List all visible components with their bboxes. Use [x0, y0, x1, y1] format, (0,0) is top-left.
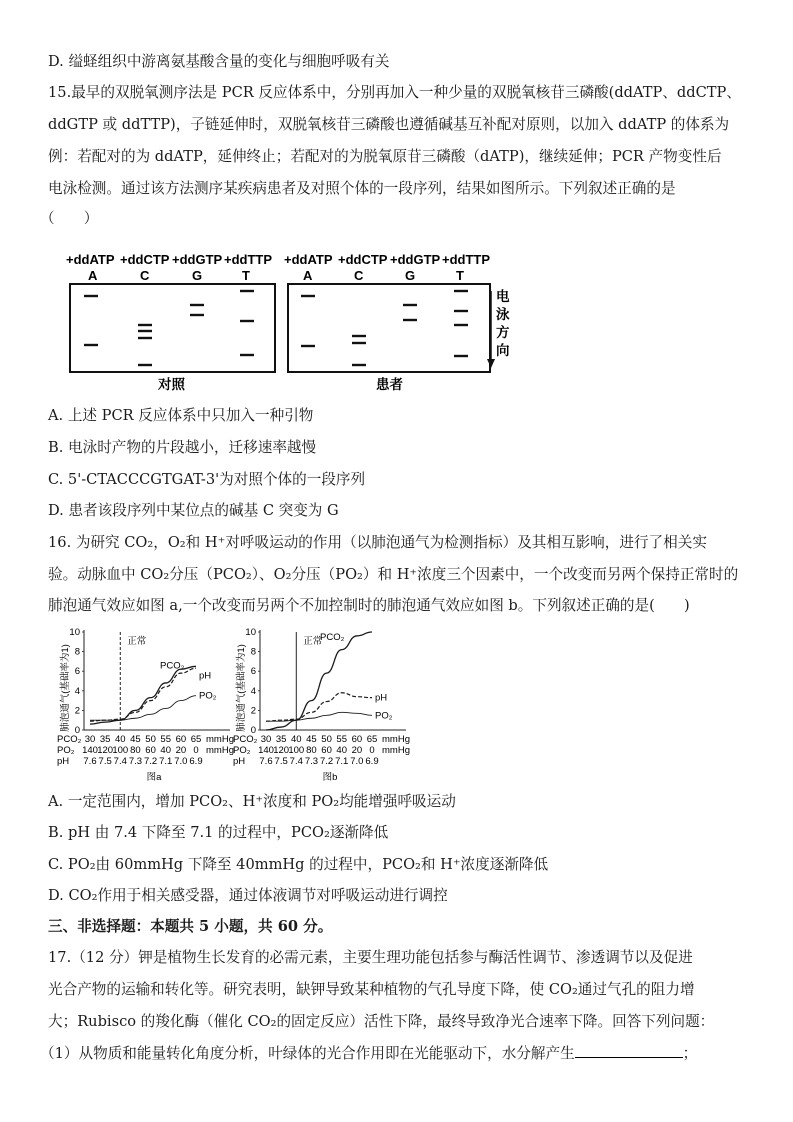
direction-arrow-icon — [487, 291, 495, 368]
x-tick-label: 7.4 — [113, 756, 127, 767]
series-line-pH — [90, 668, 196, 721]
series-line-PO₂ — [90, 696, 196, 721]
gel-caption-patient: 患者 — [376, 377, 403, 393]
x-tick-label: 80 — [306, 745, 317, 756]
q16-stem-line-1: 16. 为研究 CO₂，O₂和 H⁺对呼吸运动的作用（以肺泡通气为检测指标）及其相互影响，进行了相关实 — [48, 534, 707, 551]
y-tick-label: 8 — [250, 646, 256, 658]
q15-option-d: D. 患者该段序列中某位点的碱基 C 突变为 G — [48, 502, 339, 519]
x-tick-label: 40 — [336, 745, 348, 756]
x-tick-label: 55 — [160, 734, 172, 745]
q16-option-d: D. CO₂作用于相关感受器，通过体液调节对呼吸运动进行调控 — [48, 887, 448, 904]
chart-b-caption: 图b — [322, 772, 338, 783]
q17-sub1-end: ； — [682, 1045, 698, 1062]
q16-option-c: C. PO₂由 60mmHg 下降至 40mmHg 的过程中，PCO₂和 H⁺浓度逐渐降低 — [48, 856, 549, 873]
x-tick-label: 45 — [306, 734, 317, 745]
x-tick-label: 7.3 — [304, 756, 319, 767]
x-tick-label: 20 — [351, 745, 363, 756]
q17-stem-line-2: 光合产物的运输和转化等。研究表明，缺钾导致某种植物的气孔导度下降，使 CO₂通过气孔的阻力增 — [48, 981, 695, 998]
x-tick-label: 65 — [190, 734, 202, 745]
x-tick-label: 60 — [321, 745, 332, 756]
x-tick-label: 100 — [288, 745, 305, 756]
q17-sub1-text: （1）从物质和能量转化角度分析，叶绿体的光合作用即在光能驱动下，水分解产生 — [40, 1045, 575, 1062]
gel-right-header-ddgtp: +ddGTP — [390, 252, 441, 267]
gel-caption-control: 对照 — [158, 377, 185, 393]
x-axis-unit: mmHg — [206, 734, 234, 745]
electrophoresis-direction-char-2: 泳 — [496, 307, 510, 323]
q14-option-d: D. 缢蛏组织中游离氨基酸含量的变化与细胞呼吸有关 — [48, 53, 390, 70]
series-label: PO₂ — [375, 710, 393, 722]
x-axis-unit: mmHg — [382, 745, 410, 756]
electrophoresis-direction-char-3: 方 — [496, 325, 510, 341]
x-tick-label: 7.6 — [259, 756, 273, 767]
electrophoresis-direction-char-1: 电 — [496, 289, 510, 305]
gel-left-lane-c: C — [140, 268, 150, 283]
gel-patient-frame — [288, 284, 490, 372]
q15-answer-paren: （ ） — [40, 210, 99, 227]
x-axis-row-name: PCO₂ — [57, 734, 82, 745]
x-tick-label: 55 — [336, 734, 348, 745]
x-tick-label: 40 — [290, 734, 302, 745]
normal-label: 正常 — [303, 636, 323, 647]
series-line-PCO₂ — [90, 666, 196, 724]
q17-stem-line-3: 大；Rubisco 的羧化酶（催化 CO₂的固定反应）活性下降，最终导致净光合速率下降。回答下列问题： — [48, 1013, 715, 1030]
x-tick-label: 120 — [97, 745, 114, 756]
x-tick-label: 0 — [193, 745, 199, 756]
ventilation-chart-b — [232, 626, 410, 784]
gel-left-header-ddctp: +ddCTP — [120, 252, 170, 267]
chart-a-caption: 图a — [146, 772, 162, 783]
electrophoresis-direction-char-4: 向 — [496, 343, 510, 359]
gel-left-header-ddatp: +ddATP — [66, 252, 115, 267]
q16-option-b: B. pH 由 7.4 下降至 7.1 的过程中，PCO₂逐渐降低 — [48, 824, 389, 841]
series-label: PCO₂ — [160, 660, 185, 672]
x-tick-label: 20 — [175, 745, 187, 756]
x-tick-label: 45 — [130, 734, 141, 745]
x-axis-row-name: PCO₂ — [233, 734, 258, 745]
x-tick-label: 65 — [366, 734, 378, 745]
gel-left-lane-t: T — [242, 268, 250, 283]
y-tick-label: 10 — [245, 627, 256, 638]
chart-a-ylabel: 肺泡通气(基础率为1) — [60, 644, 71, 732]
gel-right-lane-c: C — [354, 268, 364, 283]
y-tick-label: 2 — [250, 705, 256, 717]
gel-left-lane-a: A — [88, 268, 98, 283]
q15-option-a: A. 上述 PCR 反应体系中只加入一种引物 — [48, 407, 314, 424]
normal-label: 正常 — [127, 636, 147, 647]
q15-stem-line-3: 例：若配对的为 ddATP，延伸终止；若配对的为脱氧原苷三磷酸（dATP)，继续延伸；PCR 产物变性后 — [48, 148, 722, 165]
q16-stem-line-2: 验。动脉血中 CO₂分压（PCO₂）、O₂分压（PO₂）和 H⁺浓度三个因素中，一个改变而另两个保持正常时的 — [48, 566, 739, 583]
gel-control-frame — [70, 284, 275, 372]
gel-right-header-ddctp: +ddCTP — [338, 252, 388, 267]
x-tick-label: 7.1 — [335, 756, 349, 767]
q15-option-c: C. 5'-CTACCCGTGAT-3'为对照个体的一段序列 — [48, 471, 366, 488]
x-tick-label: 140 — [258, 745, 274, 756]
x-tick-label: 7.0 — [350, 756, 364, 767]
x-tick-label: 7.4 — [289, 756, 303, 767]
x-tick-label: 0 — [369, 745, 375, 756]
x-tick-label: 40 — [114, 734, 126, 745]
x-tick-label: 7.0 — [174, 756, 188, 767]
series-label: pH — [199, 670, 212, 682]
series-label: PO₂ — [199, 690, 217, 702]
x-tick-label: 80 — [130, 745, 141, 756]
gel-control-bands — [84, 291, 254, 365]
x-tick-label: 7.5 — [274, 756, 288, 767]
series-label: pH — [375, 692, 388, 704]
x-tick-label: 50 — [321, 734, 332, 745]
x-tick-label: 35 — [99, 734, 111, 745]
x-tick-label: 6.9 — [189, 756, 203, 767]
q15-stem-line-1: 15.最早的双脱氧测序法是 PCR 反应体系中，分别再加入一种少量的双脱氧核苷三磷酸(ddATP、ddCTP、 — [48, 84, 741, 101]
y-tick-label: 0 — [74, 725, 80, 736]
y-tick-label: 10 — [69, 627, 80, 638]
q16-stem-line-3: 肺泡通气效应如图 a,一个改变而另两个不加控制时的肺泡通气效应如图 b。下列叙述正确的是( ) — [48, 597, 690, 614]
x-tick-label: 60 — [351, 734, 363, 745]
x-axis-row-name: pH — [57, 756, 70, 767]
x-tick-label: 60 — [145, 745, 156, 756]
x-tick-label: 7.5 — [98, 756, 112, 767]
gel-right-header-ddatp: +ddATP — [284, 252, 333, 267]
x-tick-label: 7.1 — [159, 756, 173, 767]
x-axis-unit: mmHg — [206, 745, 234, 756]
q15-stem-line-2: ddGTP 或 ddTTP)，子链延伸时，双脱氧核苷三磷酸也遵循碱基互补配对原则，以加入 ddATP 的体系为 — [48, 116, 730, 133]
x-axis-row-name: pH — [233, 756, 246, 767]
x-tick-label: 120 — [273, 745, 290, 756]
y-tick-label: 8 — [74, 646, 80, 658]
x-tick-label: 40 — [160, 745, 172, 756]
x-tick-label: 50 — [145, 734, 156, 745]
q16-option-a: A. 一定范围内，增加 PCO₂、H⁺浓度和 PO₂均能增强呼吸运动 — [48, 793, 456, 810]
x-tick-label: 30 — [260, 734, 272, 745]
x-tick-label: 7.2 — [143, 756, 158, 767]
x-tick-label: 6.9 — [365, 756, 379, 767]
x-tick-label: 60 — [175, 734, 187, 745]
gel-right-lane-t: T — [456, 268, 464, 283]
gel-left-header-ddttp: +ddTTP — [224, 252, 273, 267]
gel-left-header-ddgtp: +ddGTP — [172, 252, 223, 267]
q15-stem-line-4: 电泳检测。通过该方法测序某疾病患者及对照个体的一段序列，结果如图所示。下列叙述正确的是 — [48, 180, 676, 197]
x-tick-label: 7.3 — [128, 756, 143, 767]
gel-right-lane-a: A — [303, 268, 313, 283]
answer-blank[interactable] — [575, 1043, 683, 1058]
y-tick-label: 4 — [74, 685, 80, 697]
gel-electrophoresis-figure — [58, 245, 528, 395]
x-tick-label: 35 — [275, 734, 287, 745]
gel-patient-bands — [301, 291, 468, 365]
x-tick-label: 140 — [82, 745, 98, 756]
y-tick-label: 0 — [250, 725, 256, 736]
series-label: PCO₂ — [320, 632, 345, 643]
gel-right-header-ddttp: +ddTTP — [442, 252, 491, 267]
y-tick-label: 4 — [250, 685, 256, 697]
x-tick-label: 100 — [112, 745, 129, 756]
y-tick-label: 2 — [74, 705, 80, 717]
x-axis-row-name: PO₂ — [233, 745, 251, 756]
q17-stem-line-1: 17.（12 分）钾是植物生长发育的必需元素，主要生理功能包括参与酶活性调节、渗透调节以及促进 — [48, 949, 693, 966]
gel-left-lane-g: G — [192, 268, 203, 283]
x-tick-label: 7.2 — [319, 756, 334, 767]
y-tick-label: 6 — [74, 666, 80, 678]
q17-sub-question-1 — [40, 1043, 753, 1064]
section-3-title: 三、非选择题：本题共 5 小题，共 60 分。 — [48, 918, 333, 935]
y-tick-label: 6 — [250, 666, 256, 678]
ventilation-chart-a — [56, 626, 234, 784]
x-axis-unit: mmHg — [382, 734, 410, 745]
x-axis-row-name: PO₂ — [57, 745, 75, 756]
x-tick-label: 30 — [84, 734, 96, 745]
q15-option-b: B. 电泳时产物的片段越小，迁移速率越慢 — [48, 439, 317, 456]
gel-right-lane-g: G — [405, 268, 416, 283]
x-tick-label: 7.6 — [83, 756, 97, 767]
chart-b-ylabel: 肺泡通气(基础率为1) — [236, 644, 247, 732]
